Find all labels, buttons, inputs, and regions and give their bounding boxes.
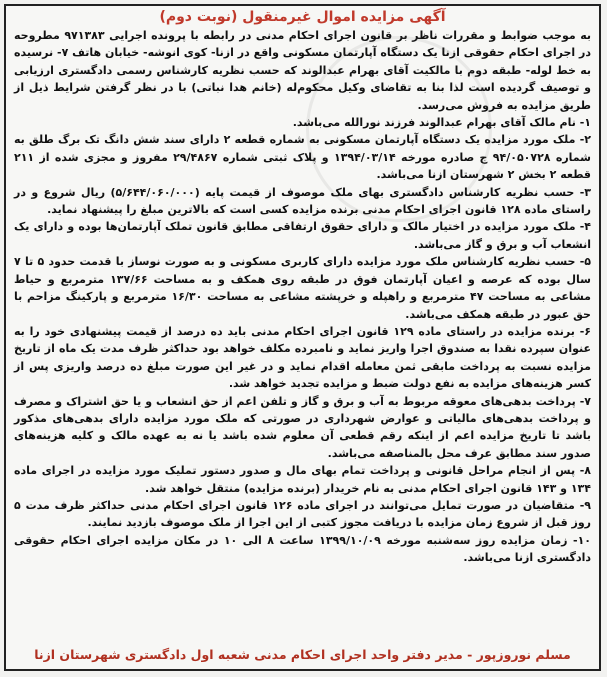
notice-signature: مسلم نوروزپور - مدیر دفتر واحد اجرای احکام مدنی شعبه اول دادگستری شهرستان ازنا [34,647,571,662]
notice-item: ۴- ملک مورد مزایده در اختیار مالک و دارای حقوق ارتفاقی مطابق قانون تملک آپارتمان‌ها بوده و دارای یک انشعاب آب و برق و گاز می‌باشد. [14,220,591,251]
notice-item: ۳- حسب نظریه کارشناس دادگستری بهای ملک موصوف از قیمت پایه (۵/۶۴۴/۰۶۰/۰۰۰) ریال شروع و در راستای ماده ۱۲۸ قانون اجرای احکام مدنی برنده مزایده کسی است که بالاترین مبلغ را پیشنهاد نماید. [14,185,591,217]
notice-body [6,27,599,567]
notice-item: ۲- ملک مورد مزایده یک دستگاه آپارتمان مسکونی به شماره قطعه ۲ دارای سند شش دانگ تک برگ طلق به شماره ۹۴/۰۵۰۷۲۸ ج صادره مورخه ۱۳۹۴/۰۳/۱۴ و پلاک ثبتی شماره ۲۹/۴۸۶۷ مفروز و مجزی شده از ۲۱۱ قطعه ۲ بخش ۲ شهرستان ازنا می‌باشد. [14,133,591,182]
notice-item: ۵- حسب نظریه کارشناس ملک مورد مزایده دارای کاربری مسکونی و به صورت نوساز با قدمت حدود ۵ تا ۷ سال بوده که عرصه و اعیان آپارتمان فوق در طبقه روی همکف و به مساحت ۱۳۷/۶۶ مترمربع و حیاط مشاعی به مساحت ۴۷ مترمربع و راهپله و خرپشته مشاعی به مساحت ۱۶/۳۰ مترمربع و پارکینگ مزاحم با حق عبور در طبقه همکف می‌باشد. [14,255,591,321]
notice-item: ۹- متقاضیان در صورت تمایل می‌توانند در اجرای ماده ۱۲۶ قانون اجرای احکام مدنی حداکثر ظرف مدت ۵ روز قبل از شروع زمان مزایده با دریافت مجوز کتبی از این اجرا از ملک موصوف بازدید نمایند. [14,498,591,530]
notice-item: ۶- برنده مزایده در راستای ماده ۱۲۹ قانون اجرای احکام مدنی باید ده درصد از قیمت پیشنهادی خود را به عنوان سپرده نقدا به صندوق اجرا واریز نماید و نامبرده مکلف خواهد بود حداکثر ظرف مدت یک ماه از تاریخ مزایده نسبت به پرداخت مابقی ثمن معامله اقدام نماید و در غیر این صورت مبلغ ده درصد واریزی پس از کسر هزینه‌های مزایده به نفع دولت ضبط و مزایده تجدید خواهد شد. [14,324,591,391]
notice-title: آگهی مزایده اموال غیرمنقول (نوبت دوم) [159,9,446,25]
notice-item: ۸- پس از انجام مراحل قانونی و پرداخت تمام بهای مال و صدور دستور تملیک مورد مزایده در اجرای ماده ۱۳۴ و ۱۴۳ قانون اجرای احکام مدنی به نام خریدار (برنده مزایده) منتقل خواهد شد. [14,464,591,495]
notice-intro: به موجب ضوابط و مقررات ناظر بر قانون اجرای احکام مدنی در رابطه با پرونده اجرایی ۹۷۱۳۸۳ مطروحه در اجرای احکام حقوقی ازنا یک دستگاه آپارتمان مسکونی واقع در ازنا- کوی انوشه- خیابان هاتف ۷- نرسیده به خط لوله- طبقه دوم با مالکیت آقای بهرام عبدالوند که حسب نظریه کارشناس رسمی دادگستری ارزیابی و توصیف گردیده است لذا بنا به تقاضای وکیل محکوم‌له (خانم هدا نباتی) با در نظر گرفتن شرایط ذیل از طریق مزایده به فروش می‌رسد. [14,29,592,112]
notice-item: ۱۰- زمان مزایده روز سه‌شنبه مورخه ۱۳۹۹/۱۰/۰۹ ساعت ۸ الی ۱۰ در مکان مزایده اجرای احکام حقوقی دادگستری ازنا می‌باشد. [14,533,591,565]
notice-item: ۷- پرداخت بدهی‌های معوقه مربوط به آب و برق و گاز و تلفن اعم از حق انشعاب و یا حق اشتراک و مصرف و پرداخت بدهی‌های مالیاتی و عوارض شهرداری در صورتی که ملک مورد مزایده دارای بدهی‌های مذکور باشد تا تاریخ مزایده اعم از اینکه رقم قطعی آن معلوم شده باشد یا نه به عهده مالک و کلیه هزینه‌های صدور سند مطابق عرف محل بالمناصفه می‌باشد. [14,394,591,460]
auction-notice [4,4,601,671]
notice-item: ۱- نام مالک آقای بهرام عبدالوند فرزند نورالله می‌باشد. [292,116,591,130]
